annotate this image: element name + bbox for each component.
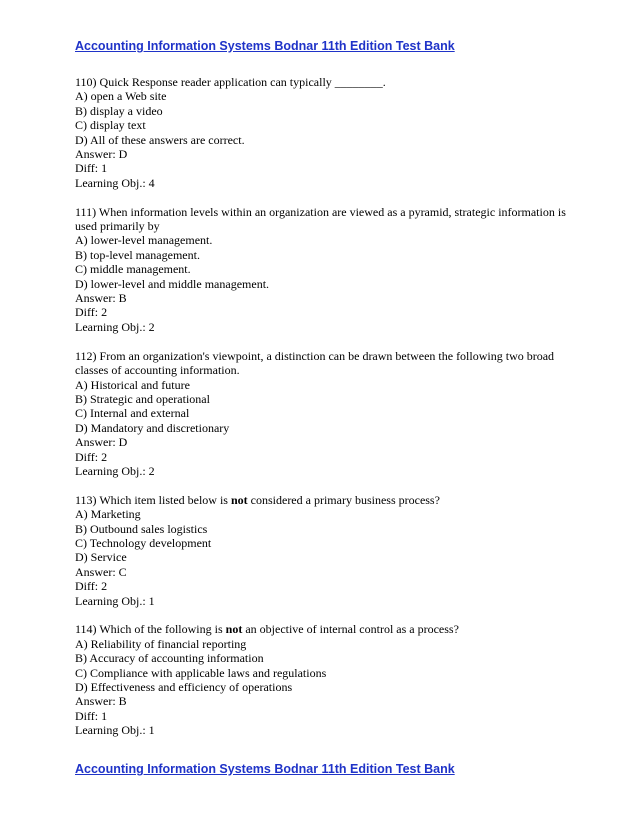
option-d: D) Effectiveness and efficiency of operations xyxy=(75,680,293,694)
answer: Answer: C xyxy=(75,564,127,579)
option-b: B) Strategic and operational xyxy=(75,391,210,406)
answer: Answer: D xyxy=(75,147,128,162)
difficulty: Diff: 2 xyxy=(75,305,108,320)
option-d: D) All of these answers are correct. xyxy=(75,132,245,147)
question-111 xyxy=(75,205,575,335)
option-b: B) display a video xyxy=(75,103,163,118)
learning-objective: Learning Obj.: 4 xyxy=(75,175,155,190)
difficulty: Diff: 2 xyxy=(75,579,108,594)
answer: Answer: B xyxy=(75,694,127,709)
difficulty: Diff: 1 xyxy=(75,161,108,176)
option-a: A) lower-level management. xyxy=(75,233,213,248)
option-c: C) Compliance with applicable laws and regulations xyxy=(75,665,327,680)
question-stem: 110) Quick Response reader application can typically ________. xyxy=(75,75,386,89)
option-b: B) top-level management. xyxy=(75,247,200,262)
question-stem: 112) From an organization's viewpoint, a distinction can be drawn between the following two broad classes of accounting information. xyxy=(75,348,555,378)
question-list xyxy=(75,75,575,752)
option-a: A) Marketing xyxy=(75,507,141,522)
option-c: C) display text xyxy=(75,118,146,133)
learning-objective: Learning Obj.: 1 xyxy=(75,593,155,608)
question-113 xyxy=(75,493,575,608)
answer: Answer: D xyxy=(75,435,128,450)
question-stem: 111) When information levels within an organization are viewed as a pyramid, strategic information is used primarily by xyxy=(75,204,566,234)
stem-emphasis: not xyxy=(230,492,248,507)
option-b: B) Outbound sales logistics xyxy=(75,521,208,536)
option-d: D) Mandatory and discretionary xyxy=(75,420,230,435)
learning-objective: Learning Obj.: 2 xyxy=(75,319,155,334)
question-stem xyxy=(75,493,575,507)
difficulty: Diff: 1 xyxy=(75,708,108,723)
footer-title-link[interactable]: Accounting Information Systems Bodnar 11th Edition Test Bank xyxy=(75,762,455,776)
stem-emphasis: not xyxy=(225,622,243,637)
header-title-link[interactable]: Accounting Information Systems Bodnar 11th Edition Test Bank xyxy=(75,39,455,53)
learning-objective: Learning Obj.: 2 xyxy=(75,463,155,478)
difficulty: Diff: 2 xyxy=(75,449,108,464)
question-112 xyxy=(75,349,575,479)
stem-text: considered a primary business process? xyxy=(247,492,440,507)
option-c: C) middle management. xyxy=(75,262,191,277)
option-d: D) lower-level and middle management. xyxy=(75,276,270,291)
stem-text: 113) Which item listed below is xyxy=(75,492,231,507)
option-a: A) Historical and future xyxy=(75,377,190,392)
learning-objective: Learning Obj.: 1 xyxy=(75,723,155,738)
answer: Answer: B xyxy=(75,291,127,306)
question-110 xyxy=(75,75,575,190)
stem-text: an objective of internal control as a process? xyxy=(242,622,459,637)
option-c: C) Technology development xyxy=(75,535,212,550)
option-b: B) Accuracy of accounting information xyxy=(75,651,264,666)
option-c: C) Internal and external xyxy=(75,406,190,421)
option-a: A) open a Web site xyxy=(75,89,167,104)
option-a: A) Reliability of financial reporting xyxy=(75,636,247,651)
option-d: D) Service xyxy=(75,550,127,565)
stem-text: 114) Which of the following is xyxy=(75,622,226,637)
question-114 xyxy=(75,622,575,737)
question-stem xyxy=(75,622,575,636)
